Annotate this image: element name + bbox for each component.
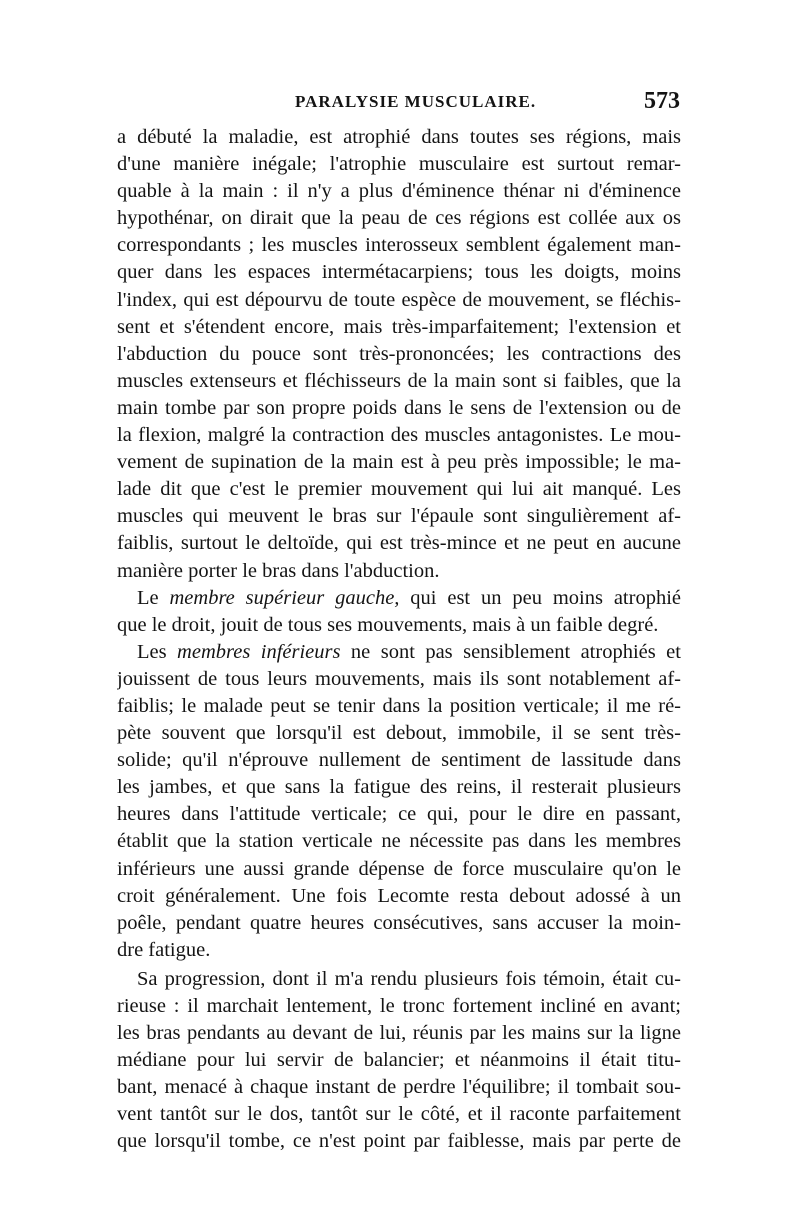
text-line: muscles extenseurs et fléchisseurs de la main sont si faibles, que la [117,369,681,392]
paragraph-2 [117,585,681,639]
text-line: faiblis, surtout le deltoïde, qui est très-mince et ne peut en aucune [117,532,681,555]
text-line: quable à la main : il n'y a plus d'éminence thénar ni d'éminence [117,180,681,203]
text-line: la flexion, malgré la contraction des muscles antagonistes. Le mou- [117,424,681,447]
italic-term: membre supérieur gauche, [169,586,400,609]
text-run: Le [137,586,170,609]
text-line: jouissent de tous leurs mouvements, mais ils sont notablement af- [117,667,681,690]
text-line: sent et s'étendent encore, mais très-imparfaitement; l'extension et [117,315,681,338]
text-line: main tombe par son propre poids dans le sens de l'extension ou de [117,396,681,419]
text-line: les bras pendants au devant de lui, réunis par les mains sur la ligne [117,1022,681,1045]
text-line: l'abduction du pouce sont très-prononcées; les contractions des [117,342,681,365]
text-run: ne sont pas sensiblement atrophiés et [340,640,681,663]
text-line: poêle, pendant quatre heures consécutives, sans accuser la moin- [117,911,681,934]
text-line: hypothénar, on dirait que la peau de ces régions est collée aux os [117,207,681,230]
text-line: a débuté la maladie, est atrophié dans toutes ses régions, mais [117,126,681,148]
text-line: médiane pour lui servir de balancier; et néanmoins il était titu- [117,1049,681,1072]
text-line [117,639,681,666]
paragraph-4 [117,966,681,1156]
text-line: correspondants ; les muscles interosseux semblent également man- [117,234,681,257]
text-line: heures dans l'attitude verticale; ce qui, pour le dire en passant, [117,803,681,826]
text-line: vent tantôt sur le dos, tantôt sur le côté, et il raconte parfaitement [117,1103,681,1126]
text-line: établit que la station verticale ne nécessite pas dans les membres [117,830,681,853]
page-header [115,88,680,122]
text-line: croit généralement. Une fois Lecomte resta debout adossé à un [117,884,681,907]
text-line: dre fatigue. [117,938,211,961]
text-line: d'une manière inégale; l'atrophie musculaire est surtout remar- [117,153,681,176]
italic-term: membres inférieurs [177,640,341,663]
page-number: 573 [644,88,680,114]
text-line: que lorsqu'il tombe, ce n'est point par faiblesse, mais par perte de [117,1130,681,1153]
text-line: muscles qui meuvent le bras sur l'épaule sont singulièrement af- [117,505,681,528]
text-line: inférieurs une aussi grande dépense de force musculaire qu'on le [117,857,681,880]
text-line: les jambes, et que sans la fatigue des reins, il resterait plusieurs [117,776,681,799]
text-line: rieuse : il marchait lentement, le tronc fortement incliné en avant; [117,995,681,1017]
text-line: pète souvent que lorsqu'il est debout, immobile, il se sent très- [117,722,681,745]
paragraph-1 [117,124,681,585]
text-line: vement de supination de la main est à peu près impossible; le ma- [117,451,681,474]
running-title: PARALYSIE MUSCULAIRE. [295,92,537,111]
text-line: faiblis; le malade peut se tenir dans la position verticale; il me ré- [117,694,681,717]
body-text [117,124,681,1156]
text-line: l'index, qui est dépourvu de toute espèce de mouvement, se fléchis- [117,288,681,311]
text-line: lade dit que c'est le premier mouvement qui lui ait manqué. Les [117,478,681,501]
paragraph-3 [117,639,681,964]
text-line: que le droit, jouit de tous ses mouvements, mais à un faible degré. [117,613,659,636]
text-line: quer dans les espaces intermétacarpiens; tous les doigts, moins [117,261,681,284]
text-line: manière porter le bras dans l'abduction. [117,559,440,582]
text-line [117,585,681,612]
text-line: bant, menacé à chaque instant de perdre l'équilibre; il tombait sou- [117,1076,681,1099]
text-run: Les [137,640,178,663]
text-line: solide; qu'il n'éprouve nullement de sentiment de lassitude dans [117,749,681,772]
text-run: qui est un peu moins atrophié [399,586,681,609]
text-line: Sa progression, dont il m'a rendu plusieurs fois témoin, était cu- [137,967,681,990]
